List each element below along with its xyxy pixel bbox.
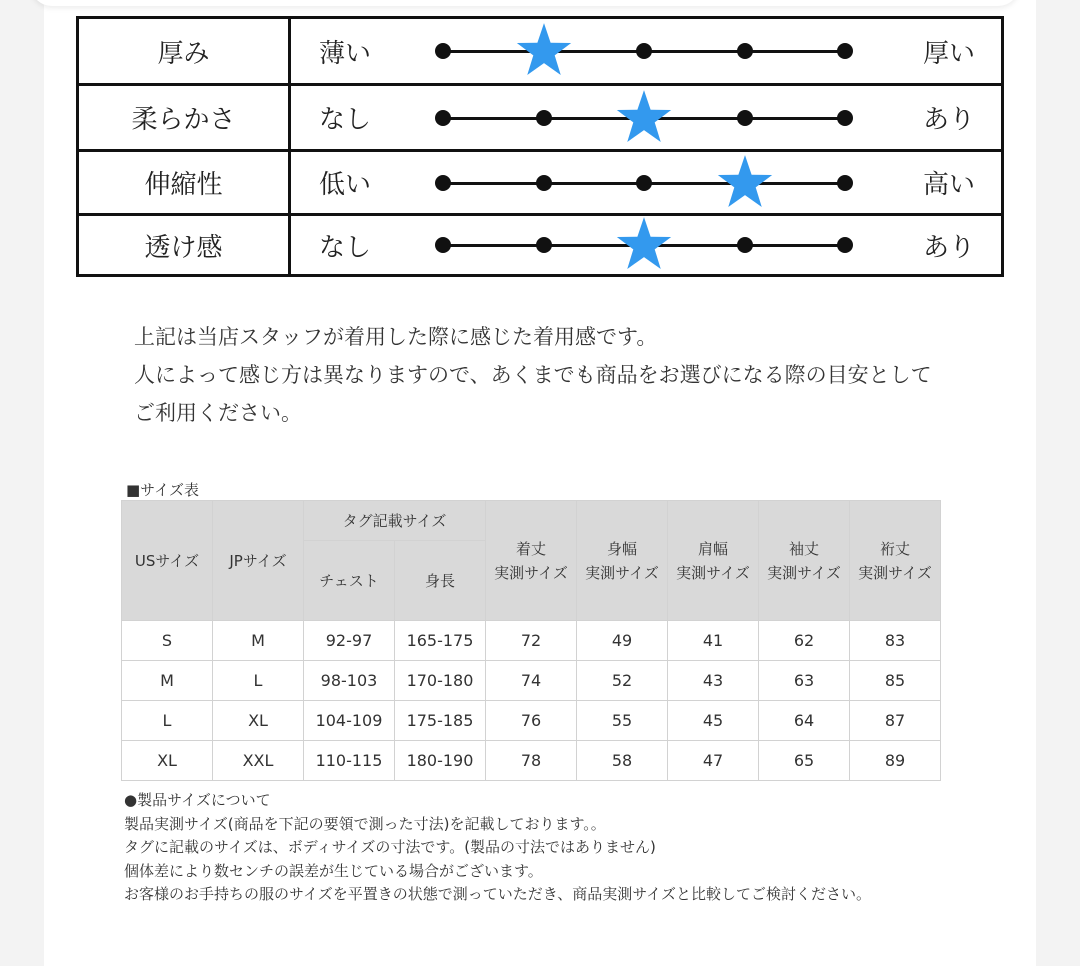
feel-label: 厚み	[79, 19, 291, 83]
table-cell: 47	[668, 741, 759, 781]
feel-scale	[429, 86, 859, 149]
scale-dot	[737, 110, 753, 126]
feel-row	[79, 149, 1001, 213]
header-us-size: USサイズ	[122, 501, 213, 621]
table-cell: 78	[486, 741, 577, 781]
scale-dot	[435, 237, 451, 253]
feel-high-label: 厚い	[922, 38, 975, 69]
table-cell: 72	[486, 621, 577, 661]
table-cell: 74	[486, 661, 577, 701]
table-cell: 43	[668, 661, 759, 701]
table-cell: 175-185	[395, 701, 486, 741]
star-icon	[516, 22, 572, 78]
header-chest: チェスト	[304, 541, 395, 621]
table-cell: 85	[850, 661, 941, 701]
feel-high-label: あり	[922, 232, 975, 263]
feel-row	[79, 83, 1001, 149]
feel-low-label: 低い	[319, 170, 372, 200]
scale-dot	[536, 237, 552, 253]
table-cell: XXL	[213, 741, 304, 781]
table-row	[122, 621, 941, 661]
table-cell: 104-109	[304, 701, 395, 741]
table-cell: M	[122, 661, 213, 701]
scale-dot	[837, 110, 853, 126]
size-table	[121, 500, 941, 781]
feel-low-label: なし	[319, 232, 372, 263]
feel-high-label: あり	[922, 105, 975, 135]
table-cell: 49	[577, 621, 668, 661]
table-row	[122, 701, 941, 741]
table-row	[122, 741, 941, 781]
note-line: 人によって感じ方は異なりますので、あくまでも商品をお選びになる際の目安として	[134, 363, 932, 387]
table-cell: 45	[668, 701, 759, 741]
table-cell: 64	[759, 701, 850, 741]
scale-dot	[636, 175, 652, 191]
feel-scale	[429, 19, 859, 83]
scale-dot	[636, 43, 652, 59]
fabric-feel-table	[76, 16, 1004, 277]
feel-low-label: なし	[319, 105, 372, 135]
footnote-line: ●製品サイズについて	[124, 791, 271, 809]
scale-dot	[737, 237, 753, 253]
size-footnotes	[124, 789, 871, 907]
footnote-line: 製品実測サイズ(商品を下記の要領で測った寸法)を記載しております。。	[124, 814, 606, 833]
footnote-line: お客様のお手持ちの服のサイズを平置きの状態で測っていただき、商品実測サイズと比較してご検討ください。	[124, 885, 872, 903]
feel-row	[79, 19, 1001, 83]
scale-dot	[435, 43, 451, 59]
table-cell: 165-175	[395, 621, 486, 661]
scale-dot	[837, 43, 853, 59]
table-cell: 98-103	[304, 661, 395, 701]
size-table-title: ■サイズ表	[126, 481, 199, 499]
table-cell: 52	[577, 661, 668, 701]
header-yuki: 裄丈 実測サイズ	[850, 501, 941, 621]
feel-scale	[429, 216, 859, 274]
note-line: ご利用ください。	[134, 401, 302, 425]
table-cell: 92-97	[304, 621, 395, 661]
table-cell: 65	[759, 741, 850, 781]
scale-dot	[536, 175, 552, 191]
scale-dot	[536, 110, 552, 126]
feel-high-label: 高い	[922, 170, 975, 200]
table-cell: 55	[577, 701, 668, 741]
feel-label: 柔らかさ	[79, 86, 291, 149]
table-cell: 87	[850, 701, 941, 741]
table-cell: 76	[486, 701, 577, 741]
table-cell: XL	[213, 701, 304, 741]
table-cell: 58	[577, 741, 668, 781]
table-cell: L	[213, 661, 304, 701]
table-cell: 63	[759, 661, 850, 701]
table-cell: 83	[850, 621, 941, 661]
scale-dot	[435, 175, 451, 191]
feel-note	[134, 318, 994, 432]
feel-label: 伸縮性	[79, 152, 291, 213]
star-icon	[717, 154, 773, 210]
star-icon	[616, 89, 672, 145]
star-icon	[616, 216, 672, 272]
table-cell: L	[122, 701, 213, 741]
header-width: 身幅 実測サイズ	[577, 501, 668, 621]
feel-row	[79, 213, 1001, 274]
top-card-edge	[30, 0, 1020, 6]
table-cell: 89	[850, 741, 941, 781]
header-length: 着丈 実測サイズ	[486, 501, 577, 621]
header-shoulder: 肩幅 実測サイズ	[668, 501, 759, 621]
scale-dot	[737, 43, 753, 59]
table-cell: S	[122, 621, 213, 661]
feel-scale	[429, 152, 859, 213]
table-cell: 180-190	[395, 741, 486, 781]
scale-dot	[435, 110, 451, 126]
header-jp-size: JPサイズ	[213, 501, 304, 621]
table-cell: 41	[668, 621, 759, 661]
table-cell: M	[213, 621, 304, 661]
header-sleeve: 袖丈 実測サイズ	[759, 501, 850, 621]
footnote-line: 個体差により数センチの誤差が生じている場合がございます。	[124, 861, 543, 880]
table-cell: XL	[122, 741, 213, 781]
feel-low-label: 薄い	[319, 38, 372, 69]
scale-dot	[837, 175, 853, 191]
note-line: 上記は当店スタッフが着用した際に感じた着用感です。	[134, 325, 658, 349]
table-cell: 110-115	[304, 741, 395, 781]
table-cell: 170-180	[395, 661, 486, 701]
table-cell: 62	[759, 621, 850, 661]
header-tag-size: タグ記載サイズ	[304, 501, 486, 541]
scale-dot	[837, 237, 853, 253]
footnote-line: タグに記載のサイズは、ボディサイズの寸法です。(製品の寸法ではありません)	[124, 838, 656, 856]
header-height: 身長	[395, 541, 486, 621]
table-row	[122, 661, 941, 701]
feel-label: 透け感	[79, 216, 291, 274]
